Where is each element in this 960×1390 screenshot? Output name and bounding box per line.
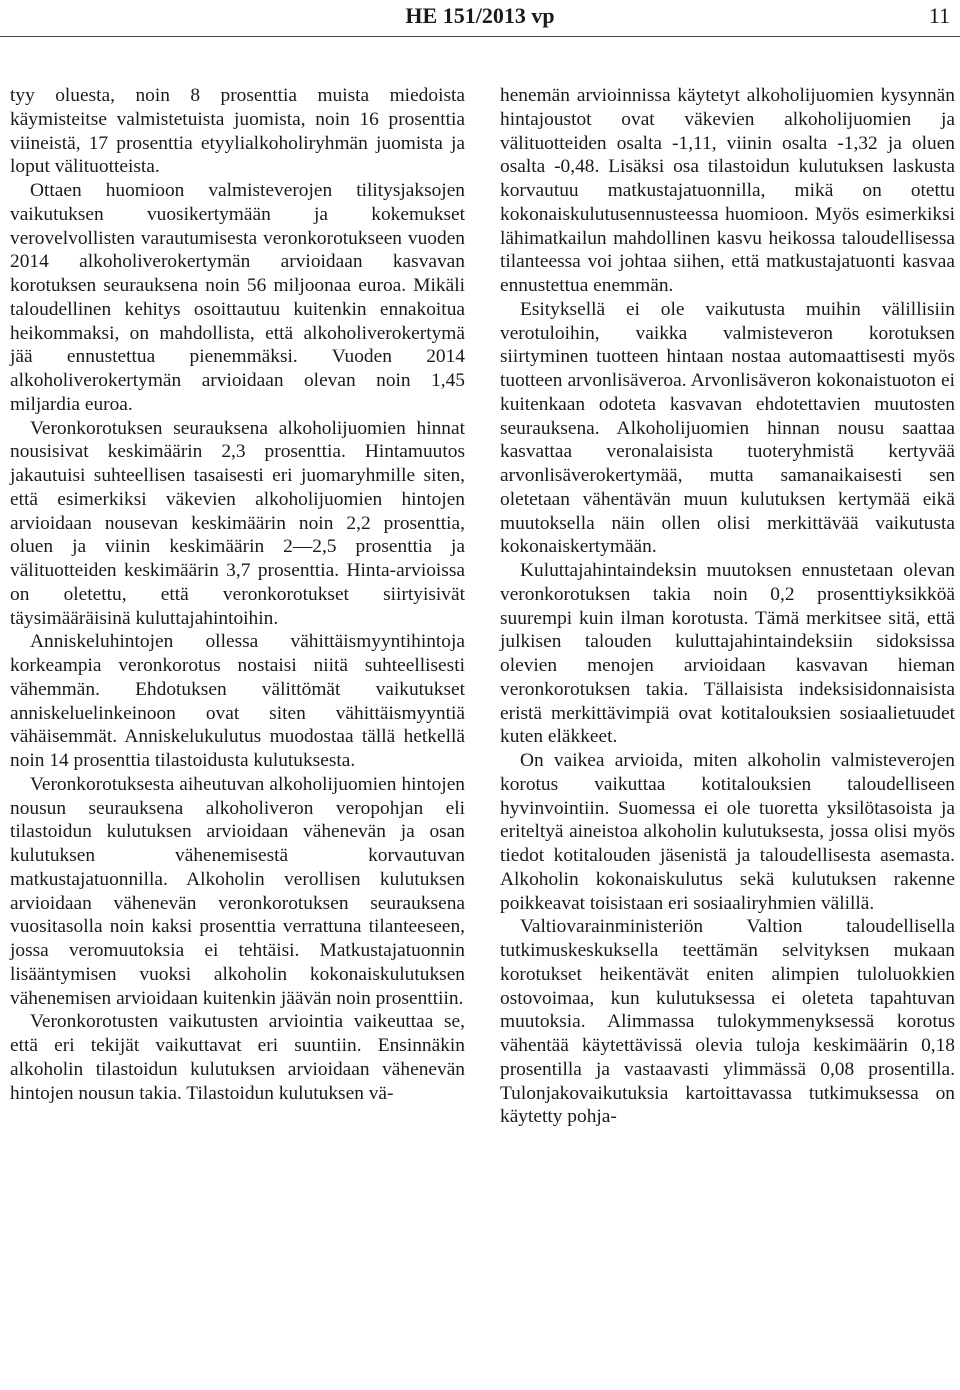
paragraph: tyy oluesta, noin 8 prosenttia muista miedoista käymisteitse valmistetuista juomista, noin 16 prosenttia viineistä, 17 prosenttia etyylialkoholiryhmän juomista ja loput välituotteista. [10,85,465,178]
paragraph: On vaikea arvioida, miten alkoholin valmisteverojen korotus vaikuttaa kotitalouksien taloudelliseen hyvinvointiin. Suomessa ei ole tuoretta yksilötasoista ja eriteltyä aineistoa alkoholin kulutuksesta, jossa olisi myös tiedot kotitalouden jäsenistä ja taloudellisesta asemasta. Alkoholin kokonaiskulutus sekä kulutuksen rakenne poikkeavat toisistaan eri sosiaaliryhmien välillä. [500,750,955,914]
paragraph: Esityksellä ei ole vaikutusta muihin välillisiin verotuloihin, vaikka valmisteveron korotuksen siirtyminen tuotteen hintaan nostaa automaattisesti myös tuotteen arvonlisäveroa. Arvonlisäveron kokonaistuoton ei kuitenkaan odoteta kasvavan ehdotettavien muutosten seurauksena. Alkoholijuomien hinnan nousu saattaa kasvattaa veronalaisista tuoteryhmistä kertyvää arvonlisäverokertymää, mutta samanaikaisesti sen oletetaan vähentävän muun kulutuksen kertymää eikä muutoksella näin ollen olisi merkittävää vaikutusta kokonaiskertymään. [500,298,955,558]
paragraph: Ottaen huomioon valmisteverojen tilitysjaksojen vaikutuksen vuosikertymään ja kokemukset verovelvollisten varautumisesta veronkorotukseen vuoden 2014 alkoholiverokertymän arvioidaan kasvavan korotuksen seurauksena noin 56 miljoonaa euroa. Mikäli taloudellinen kehitys osoittautuu kuitenkin ennakoitua heikommaksi, on mahdollista, että alkoholiverokertymä jää ennustettua pienemmäksi. Vuoden 2014 alkoholiverokertymän arvioidaan olevan noin 1,45 miljardia euroa. [10,180,465,415]
running-header [0,0,960,40]
paragraph: Anniskeluhintojen ollessa vähittäismyyntihintoja korkeampia veronkorotus nostaisi niitä suhteellisesti vähemmän. Ehdotuksen välittömät vaikutukset anniskeluelinkeinoon ovat siten vähittäismyyntiä vähäisemmät. Anniskelukulutus muodostaa tällä hetkellä noin 14 prosenttia tilastoidusta kulutuksesta. [10,631,465,771]
paragraph: Veronkorotusten vaikutusten arviointia vaikeuttaa se, että eri tekijät vaikuttavat eri suuntiin. Ensinnäkin alkoholin tilastoidun kulutuksen arvioidaan vähenevän hintojen nousun takia. Tilastoidun kulutuksen vä- [10,1011,465,1104]
paragraph: henemän arvioinnissa käytetyt alkoholijuomien kysynnän hintajoustot ovat väkevien alkoholijuomien ja välituotteiden osalta -1,11, viinin osalta -1,32 ja oluen osalta -0,48. Lisäksi osa tilastoidun kulutuksen laskusta korvautuu matkustajatuonnilla, mikä on otettu kokonaiskulutusennusteessa huomioon. Myös esimerkiksi lähimatkailun mahdollinen kasvu heikossa taloudellisessa tilanteessa voi johtaa siihen, että matkustajatuonti kasvaa ennustettua enemmän. [500,85,955,296]
page-number: 11 [928,3,950,28]
paragraph: Kuluttajahintaindeksin muutoksen ennustetaan olevan veronkorotuksen takia noin 0,2 prosenttiyksikköä suurempi kuin ilman korotusta. Tämä merkitsee sitä, että julkisen talouden kuluttajahintaindeksiin sidoksissa olevien menojen arvioidaan kasvavan hieman veronkorotuksen takia. Tällaisista indeksisidonnaisista eristä merkittävimpiä ovat kotitalouksien sosiaalietuudet kuten eläkkeet. [500,560,955,748]
header-rule [0,36,960,37]
paragraph: Valtiovarainministeriön Valtion taloudellisella tutkimuskeskuksella teettämän selvityksen mukaan korotukset heikentävät eniten alimpien tuloluokkien ostovoimaa, kun kulutuksessa ei oleteta tapahtuvan muutoksia. Alimmassa tulokymmenyksessä korotus vähentää käytettävissä olevia tuloja keskimäärin 0,18 prosentilla ja vastaavasti ylimmässä 0,08 prosentilla. Tulonjakovaikutuksia kartoittavassa tutkimuksessa on käytetty pohja- [500,916,955,1128]
paragraph: Veronkorotuksesta aiheutuvan alkoholijuomien hintojen nousun seurauksena alkoholiveron veropohjan eli tilastoidun kulutuksen arvioidaan vähenevän ja osan kulutuksen vähenemisestä korvautuvan matkustajatuonnilla. Alkoholin verollisen kulutuksen arvioidaan vähenevän veronkorotuksen seurauksena vuositasolla noin kaksi prosenttia verrattuna tilanteeseen, jossa veromuutoksia ei tehtäisi. Matkustajatuonnin lisääntymisen vuoksi alkoholin kokonaiskulutuksen vähenemisen arvioidaan kuitenkin jäävän noin prosenttiin. [10,773,465,1009]
right-column [500,84,955,1129]
paragraph: Veronkorotuksen seurauksena alkoholijuomien hinnat nousisivat keskimäärin 2,3 prosenttia. Hintamuutos jakautuisi suhteellisen tasaisesti eri juomaryhmille siten, että esimerkiksi väkevien alkoholijuomien hintojen arvioidaan nousevan keskimäärin noin 2,2 prosenttia, oluen ja viinin keskimäärin 2—2,5 prosenttia ja välituotteiden keskimäärin 3,7 prosenttia. Hinta-arvioissa on oletettu, että veronkorotukset siirtyisivät täysimääräisinä kuluttajahintoihin. [10,417,465,629]
left-column [10,84,465,1105]
document-reference: HE 151/2013 vp [405,3,555,28]
